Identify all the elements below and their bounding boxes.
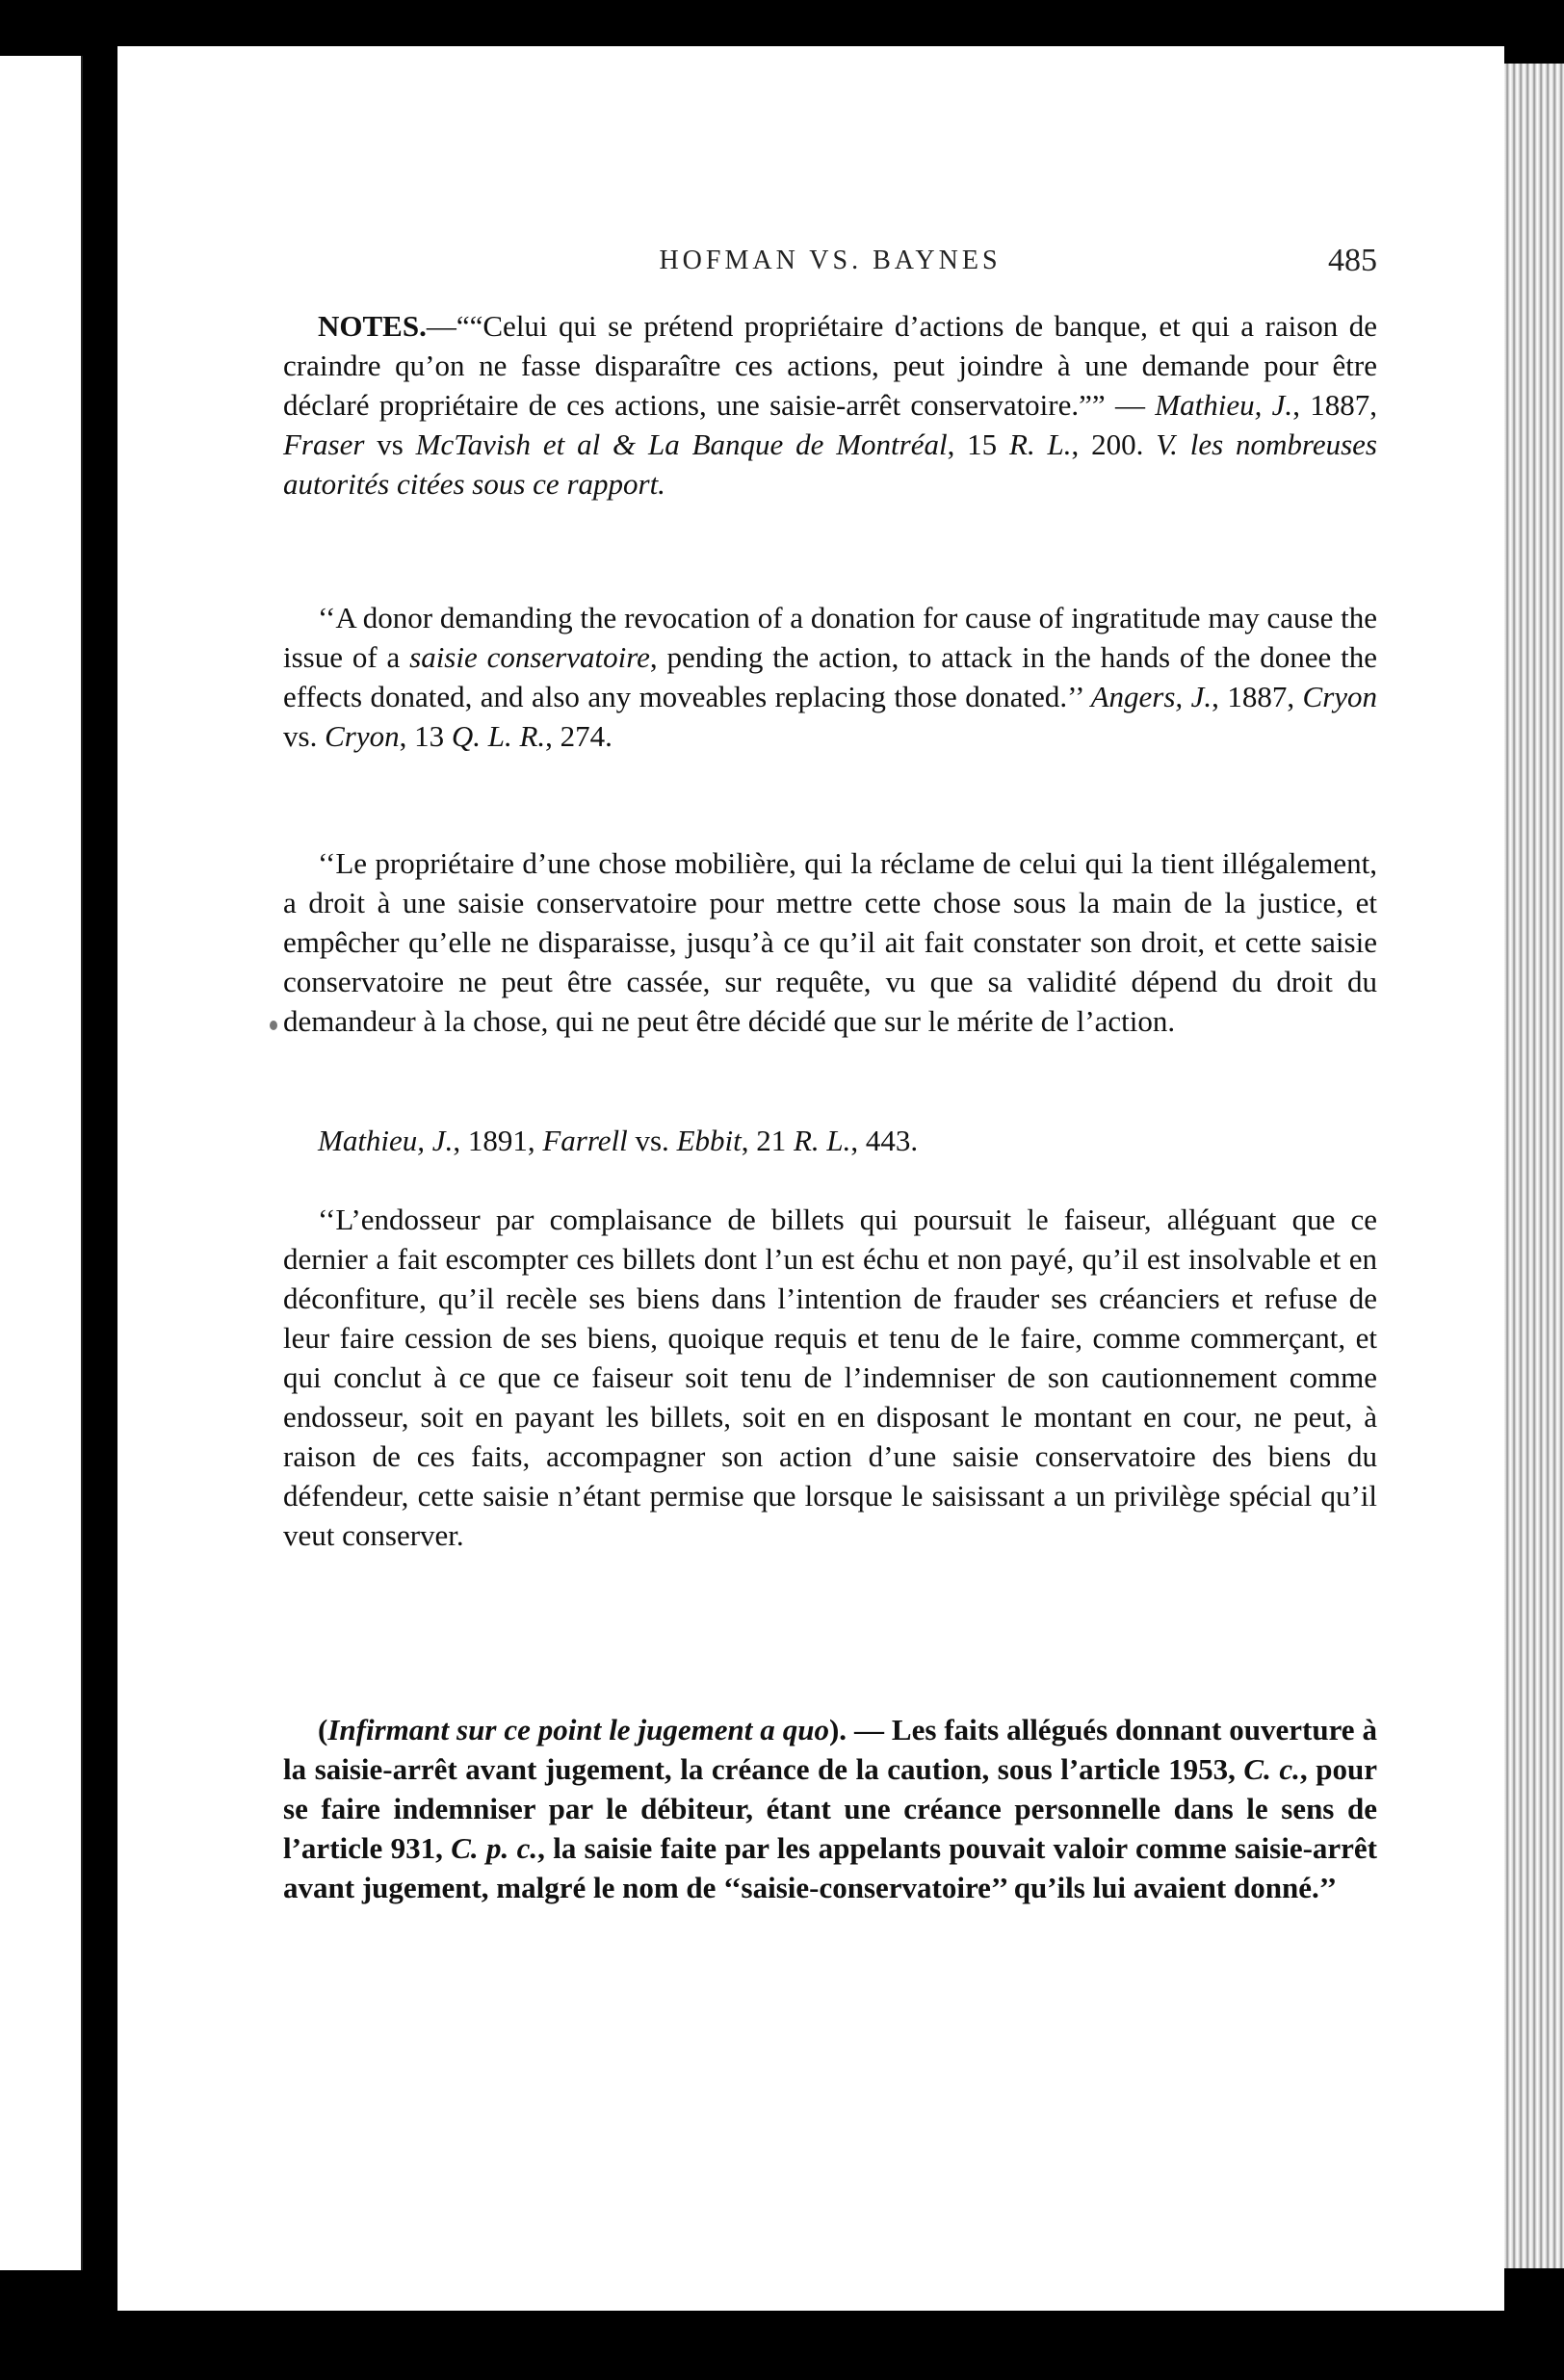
citation-reporter: R. L. xyxy=(793,1124,851,1157)
citation-vs: vs xyxy=(364,427,416,461)
paragraph-text: ‘‘L’endosseur par complaisance de billets qui poursuit le faiseur, alléguant que ce dernier a fait escompter ces billets dont l’un est échu et non payé, qu’il est insolvable et en déconfiture, qu’il recèle ses biens dans l’intention de frauder ses créanciers et refuse de leur faire cession de ses biens, quoique requis et tenu de le faire, comme commerçant, et qui conclut à ce que ce faiseur soit tenu de l’indemniser de son cautionnement comme endosseur, soit en payant les billets, soit en en disposant le montant en cour, ne peut, à raison de ces faits, accompagner son action d’une saisie conservatoire des biens du défendeur, cette saisie n’étant permise que lorsque le saisissant a un privilège spécial qu’il veut conserver. xyxy=(283,1203,1377,1552)
notes-paragraph xyxy=(283,306,1377,504)
citation-party: Fraser xyxy=(283,427,365,461)
paragraph-term: saisie conservatoire xyxy=(409,640,650,674)
citation-party: McTavish et al & La Banque de Montréal xyxy=(415,427,948,461)
citation-judge: Angers, J. xyxy=(1090,680,1212,713)
proprietaire-paragraph xyxy=(283,843,1377,1041)
code-reference: C. p. c. xyxy=(451,1831,538,1865)
print-speck xyxy=(270,1021,277,1030)
donation-paragraph xyxy=(283,598,1377,756)
citation-reporter: Q. L. R. xyxy=(451,719,546,753)
infirmant-paragraph xyxy=(283,1710,1377,1907)
citation-vs: vs. xyxy=(283,719,326,753)
citation-volume: , 13 xyxy=(399,719,452,753)
citation-volume: , 15 xyxy=(947,427,1010,461)
ruling-phrase: Infirmant sur ce point le jugement a quo xyxy=(327,1713,829,1746)
page-number: 485 xyxy=(1328,243,1377,278)
paragraph-text: ( xyxy=(318,1713,328,1746)
running-head-title: HOFMAN VS. BAYNES xyxy=(659,246,1002,275)
running-head xyxy=(283,241,1377,289)
citation-year: , 1887, xyxy=(1292,388,1378,422)
notes-quote: —““Celui qui se prétend propriétaire d’actions de banque, et qui a raison de craindre qu’on ne fasse disparaître ces actions, peut joindre à une demande pour être déclaré propriétaire de ces actions, une saisie-arrêt conservatoire.”” — xyxy=(283,309,1377,422)
citation-judge: Mathieu, J. xyxy=(318,1124,454,1157)
citation-reporter: R. L. xyxy=(1009,427,1072,461)
code-reference: C. c. xyxy=(1243,1752,1300,1786)
citation-party: Cryon xyxy=(1302,680,1378,713)
citation-year: , 1891, xyxy=(453,1124,543,1157)
notes-label: NOTES. xyxy=(318,309,427,343)
paragraph-text: , pending the action, to attack in the hands of the donee the effects donated, and also any moveables replacing those donated.’’ xyxy=(283,640,1378,713)
paragraph-text: ‘‘A donor demanding the revocation of a donation for cause of ingratitude may cause the issue of a xyxy=(283,601,1377,674)
paragraph-text: ‘‘Le propriétaire d’une chose mobilière, qui la réclame de celui qui la tient illégalement, a droit à une saisie conservatoire pour mettre cette chose sous la main de la justice, et empêcher qu’elle ne disparaisse, jusqu’à ce qu’il ait fait constater son droit, et cette saisie conservatoire ne peut être cassée, sur requête, vu que sa validité dépend du droit du demandeur à la chose, qui ne peut être décidé que sur le mérite de l’action. xyxy=(283,846,1377,1038)
citation-page: , 443. xyxy=(850,1124,919,1157)
facing-page-edge xyxy=(0,56,83,2270)
citation-party: Farrell xyxy=(542,1124,628,1157)
citation-judge: Mathieu, J. xyxy=(1155,388,1293,422)
endosseur-paragraph xyxy=(283,1200,1377,1555)
paragraph-text: , la saisie faite par les appelants pouvait valoir comme saisie-arrêt avant jugement, malgré le nom de ‘‘saisie-conservatoire’’ qu’ils lui avaient donné.’’ xyxy=(283,1831,1377,1904)
page-stack-edge xyxy=(1504,64,1564,2268)
proprietaire-citation xyxy=(318,1121,1412,1160)
citation-page: , 274. xyxy=(545,719,613,753)
paragraph-text: , pour se faire indemniser par le débiteur, étant une créance personnelle dans le sens de l’article 931, xyxy=(283,1752,1377,1865)
citation-note: V. les nombreuses autorités citées sous ce rapport. xyxy=(283,427,1377,501)
paragraph-text: ). — Les faits allégués donnant ouverture à la saisie-arrêt avant jugement, la créance de la caution, sous l’article 1953, xyxy=(283,1713,1378,1786)
citation-party: Cryon xyxy=(325,719,400,753)
citation-volume: , 21 xyxy=(741,1124,794,1157)
citation-vs: vs. xyxy=(627,1124,677,1157)
citation-page: , 200. xyxy=(1071,427,1157,461)
citation-year: , 1887, xyxy=(1212,680,1303,713)
citation-party: Ebbit xyxy=(676,1124,742,1157)
page xyxy=(117,46,1504,2311)
